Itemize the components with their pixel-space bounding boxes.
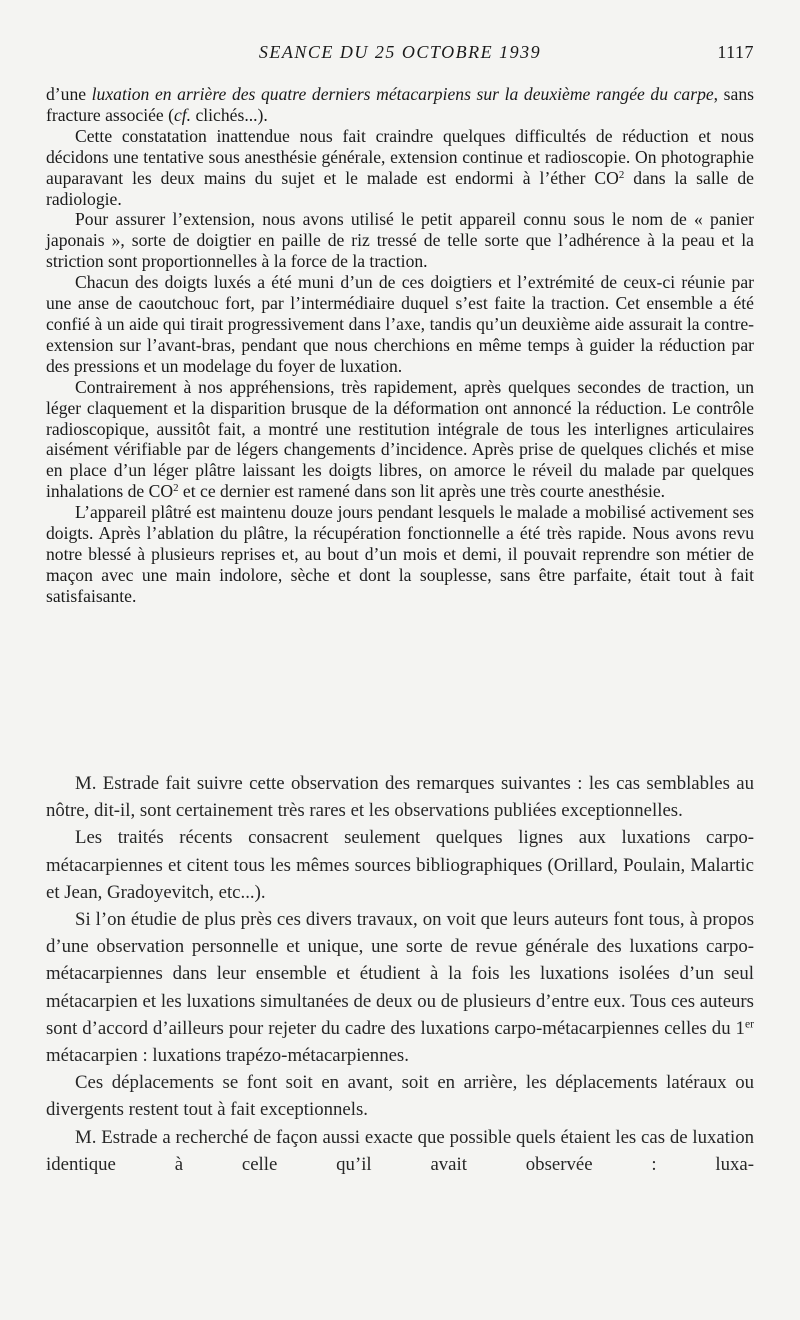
paragraph: M. Estrade fait suivre cette observation des remarques suivantes : les cas semblables au nôtre, dit-il, sont certainement très rares et les observations publiées exceptionnelles. <box>46 773 754 822</box>
paragraph: Les traités récents consacrent seulement quelques lignes aux luxations carpo-métacarpiennes et citent tous les mêmes sources bibliographiques (Orillard, Poulain, Malartic et Jean, Gradoyevitch, etc...). <box>46 827 754 903</box>
superscript: 2 <box>618 168 625 181</box>
paragraph: M. Estrade a recherché de façon aussi exacte que possible quels étaient les cas de luxation identique à celle qu’il avait observée : luxa- <box>46 1126 754 1175</box>
text-run: , sans fracture associée ( <box>46 84 754 125</box>
text-run: métacarpien : luxations trapézo-métacarpiennes. <box>46 1045 409 1067</box>
paragraph <box>46 126 754 210</box>
case-report-section <box>46 84 754 607</box>
paragraph <box>46 377 754 502</box>
text-run: clichés...). <box>191 104 268 125</box>
text-run: Contrairement à nos appréhensions, très rapidement, après quelques secondes de traction, un léger claquement et la disparition brusque de la déformation ont annoncé la réduction. Le contrôle radioscopique, aussitôt fait, a montré une restitution intégrale de tous les interlignes articulaires aisément vérifiable par de légers changements d’incidence. Après prise de quelques clichés et mise en place d’un léger plâtre laissant les doigts libres, on amorce le réveil du malade par quelques inhalations de CO <box>46 376 754 502</box>
running-title: SEANCE DU 25 OCTOBRE 1939 <box>258 42 542 62</box>
text-run: dans la salle de radiologie. <box>46 167 754 209</box>
text-run: Si l’on étudie de plus près ces divers travaux, on voit que leurs auteurs font tous, à propos d’une observation personnelle et unique, une sorte de revue générale des luxations carpo-métacarpiennes dans leur ensemble et étudient à la fois les luxations isolées d’un seul métacarpien et les luxations simultanées de deux ou de plusieurs d’entre eux. Tous ces auteurs sont d’accord d’ailleurs pour rejeter du cadre des luxations carpo-métacarpiennes celles du 1 <box>46 909 754 1039</box>
page-number: 1117 <box>717 42 754 62</box>
italic-cf: cf. <box>173 104 192 125</box>
superscript: er <box>744 1017 754 1031</box>
paragraph: Pour assurer l’extension, nous avons utilisé le petit appareil connu sous le nom de « panier japonais », sorte de doigtier en paille de riz tressé de telle sorte que l’adhérence à la peau et la striction sont proportionnelles à la force de la traction. <box>46 209 754 272</box>
paragraph <box>46 84 754 126</box>
paragraph: Ces déplacements se font soit en avant, soit en arrière, les déplacements latéraux ou divergents restent tout à fait exceptionnels. <box>46 1072 754 1121</box>
text-run: d’une <box>46 84 92 104</box>
text-run: Cette constatation inattendue nous fait craindre quelques difficultés de réduction et nous décidons une tentative sous anesthésie générale, extension continue et radioscopie. On photographie auparavant les deux mains du sujet et le malade est endormi à l’éther CO <box>46 125 754 188</box>
discussion-section <box>46 770 754 1178</box>
text-run: et ce dernier est ramené dans son lit après une très courte anesthésie. <box>178 481 666 502</box>
running-header <box>46 42 754 68</box>
italic-diagnosis: luxation en arrière des quatre derniers métacarpiens sur la deuxième rangée du carpe <box>91 84 714 104</box>
paragraph <box>46 906 754 1069</box>
paragraph: L’appareil plâtré est maintenu douze jours pendant lesquels le malade a mobilisé activement ses doigts. Après l’ablation du plâtre, la récupération fonctionnelle a été très rapide. Nous avons revu notre blessé à plusieurs reprises et, au bout d’un mois et demi, il pouvait reprendre son métier de maçon avec une main indolore, sèche et dont la souplesse, sans être parfaite, était tout à fait satisfaisante. <box>46 502 754 606</box>
superscript: 2 <box>173 482 179 495</box>
paragraph: Chacun des doigts luxés a été muni d’un de ces doigtiers et l’extrémité de ceux-ci réunie par une anse de caoutchouc fort, par l’intermédiaire duquel s’est faite la traction. Cet ensemble a été confié à un aide qui tirait progressivement dans l’axe, tandis qu’un deuxième aide assurait la contre-extension sur l’avant-bras, pendant que nous cherchions en même temps à guider la réduction par des pressions et un modelage du foyer de luxation. <box>46 272 754 376</box>
